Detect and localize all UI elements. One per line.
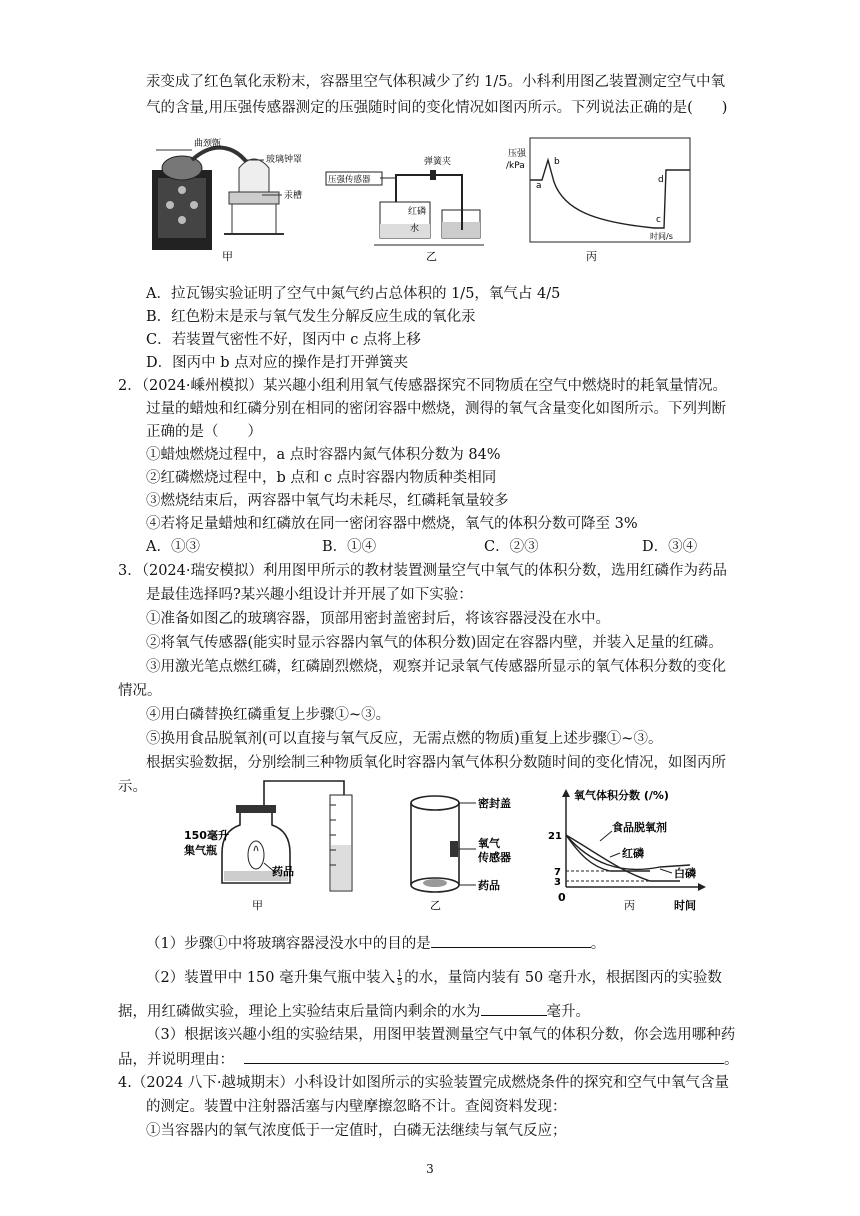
q1-bing-point-a: a bbox=[536, 181, 542, 191]
q1-bing-caption: 丙 bbox=[586, 250, 597, 263]
q1-option-b: B．红色粉末是汞与氧气发生分解反应生成的氧化汞 bbox=[146, 309, 476, 325]
q3-sub2-text-a: （2）装置甲中 150 毫升集气瓶中装入 bbox=[146, 970, 396, 986]
q3-sub3-end: 。 bbox=[724, 1052, 739, 1068]
q3-fig-jia bbox=[184, 781, 352, 912]
q1-jia-label-bell: 玻璃钟罩 bbox=[266, 155, 303, 165]
q3-sub3-line2 bbox=[118, 1049, 739, 1070]
q3-fig-yi bbox=[411, 796, 511, 912]
q3-sub1 bbox=[146, 933, 605, 954]
q1-yi-label-clamp: 弹簧夹 bbox=[424, 157, 452, 167]
q3-fraction-numerator: 1 bbox=[397, 968, 403, 978]
q1-jia-label-retort: 曲颈甑 bbox=[194, 139, 222, 149]
q1-fig-yi bbox=[326, 155, 484, 263]
q1-option-d: D．图丙中 b 点对应的操作是打开弹簧夹 bbox=[146, 355, 409, 371]
q1-jia-caption: 甲 bbox=[222, 250, 233, 263]
q3-sub2-line2 bbox=[118, 1001, 590, 1022]
q3-sub2-text-d: 毫升。 bbox=[546, 1004, 590, 1020]
q3-jia-label-drug: 药品 bbox=[272, 865, 294, 878]
q3-jia-label-150ml: 150毫升 bbox=[184, 829, 229, 842]
q1-bing-point-b: b bbox=[554, 157, 560, 167]
q3-yi-label-cap: 密封盖 bbox=[478, 797, 511, 810]
q3-bing-origin: 0 bbox=[558, 891, 566, 904]
q1-option-a: A．拉瓦锡实验证明了空气中氮气约占总体积的 1/5，氧气占 4/5 bbox=[146, 286, 561, 302]
q3-sub2-text-c: 据，用红磷做实验，理论上实验结束后量筒内剩余的水为 bbox=[118, 1004, 481, 1020]
q3-step-1: ①准备如图乙的玻璃容器，顶部用密封盖密封后，将该容器浸没在水中。 bbox=[146, 611, 610, 627]
q1-text-line2: 气的含量,用压强传感器测定的压强随时间的变化情况如图丙所示。下列说法正确的是( ) bbox=[146, 100, 728, 116]
q3-jia-label-bottle: 集气瓶 bbox=[184, 844, 217, 857]
q1-text-line1: 汞变成了红色氧化汞粉末，容器里空气体积减少了约 1/5。小科利用图乙装置测定空气中氧 bbox=[146, 74, 725, 90]
q1-yi-label-sensor: 压强传感器 bbox=[328, 175, 371, 185]
q3-yi-label-drug: 药品 bbox=[478, 879, 500, 892]
q2-choice-a: A．①③ bbox=[146, 539, 200, 555]
q2-choice-d: D．③④ bbox=[642, 539, 698, 555]
q1-yi-label-phosphorus: 红磷 bbox=[408, 207, 427, 217]
q1-fig-jia bbox=[152, 137, 302, 263]
q3-bing-tick-21: 21 bbox=[548, 831, 562, 842]
q3-summary-line2: 示。 bbox=[118, 779, 147, 795]
q1-bing-ylabel-2: /kPa bbox=[506, 161, 525, 171]
q3-sub2-line1 bbox=[146, 968, 722, 988]
q3-step-4: ④用白磷替换红磷重复上步骤①~③。 bbox=[146, 707, 391, 723]
q3-sub1-answer-blank[interactable] bbox=[431, 933, 591, 948]
q3-summary-line1: 根据实验数据，分别绘制三种物质氧化时容器内氧气体积分数随时间的变化情况，如图丙所 bbox=[146, 755, 726, 771]
q3-sub3-answer-blank[interactable] bbox=[244, 1049, 724, 1064]
q2-text-line1: 2．（2024·嵊州模拟）某兴趣小组利用氧气传感器探究不同物质在空气中燃烧时的耗氧量情况。 bbox=[118, 378, 727, 394]
q3-sub1-end: 。 bbox=[590, 936, 606, 952]
q2-item-2: ②红磷燃烧过程中，b 点和 c 点时容器内物质种类相同 bbox=[146, 470, 497, 486]
q1-figure bbox=[144, 130, 692, 270]
q3-figure bbox=[180, 775, 730, 915]
q3-bing-ylabel: 氧气体积分数 (/%) bbox=[574, 789, 669, 802]
q3-sub3-text-b: 品，并说明理由： bbox=[118, 1052, 234, 1068]
q1-option-c: C．若装置气密性不好，图丙中 c 点将上移 bbox=[146, 332, 421, 348]
q4-text-line1: 4.（2024 八下·越城期末）小科设计如图所示的实验装置完成燃烧条件的探究和空气中氧气含量 bbox=[118, 1075, 729, 1091]
q3-step-5: ⑤换用食品脱氧剂(可以直接与氧气反应，无需点燃的物质)重复上述步骤①~③。 bbox=[146, 731, 663, 747]
q3-step-2: ②将氧气传感器(能实时显示容器内氧气的体积分数)固定在容器内壁，并装入足量的红磷。 bbox=[146, 635, 723, 651]
q1-bing-point-d: d bbox=[658, 175, 664, 185]
q1-fig-bing bbox=[506, 138, 690, 263]
q3-fraction-denominator: 5 bbox=[397, 977, 403, 987]
q3-heading: 3．（2024·瑞安模拟）利用图甲所示的教材装置测量空气中氧气的体积分数，选用红磷作为药品 bbox=[118, 563, 727, 579]
q3-bing-tick-7: 7 bbox=[554, 867, 561, 878]
q1-jia-label-trough: 汞槽 bbox=[284, 191, 303, 201]
q1-bing-point-c: c bbox=[656, 215, 661, 225]
q3-text-line2: 是最佳选择吗?某兴趣小组设计并开展了如下实验： bbox=[146, 587, 473, 603]
q2-item-1: ①蜡烛燃烧过程中，a 点时容器内氮气体积分数为 84% bbox=[146, 447, 501, 463]
q3-yi-label-oxygen: 氧气 bbox=[478, 837, 500, 850]
q3-bing-caption: 丙 bbox=[624, 899, 635, 912]
q2-item-4: ④若将足量蜡烛和红磷放在同一密闭容器中燃烧，氧气的体积分数可降至 3% bbox=[146, 516, 638, 532]
q3-bing-series-red-phosphorus: 红磷 bbox=[622, 847, 644, 860]
q3-yi-caption: 乙 bbox=[430, 899, 441, 912]
q1-yi-caption: 乙 bbox=[426, 250, 437, 263]
q3-sub1-text: （1）步骤①中将玻璃容器浸没水中的目的是 bbox=[146, 936, 431, 952]
q2-item-3: ③燃烧结束后，两容器中氧气均未耗尽，红磷耗氧量较多 bbox=[146, 493, 509, 509]
q3-jia-caption: 甲 bbox=[252, 899, 263, 912]
q3-step-3-cont: 情况。 bbox=[118, 683, 162, 699]
q3-step-3: ③用激光笔点燃红磷，红磷剧烈燃烧，观察并记录氧气传感器所显示的氧气体积分数的变化 bbox=[146, 659, 726, 675]
q1-bing-xlabel: 时间/s bbox=[650, 232, 673, 241]
q4-text-line3: ①当容器内的氧气浓度低于一定值时，白磷无法继续与氧气反应； bbox=[146, 1123, 567, 1139]
q3-sub2-answer-blank[interactable] bbox=[481, 1001, 547, 1016]
q3-sub3-line1: （3）根据该兴趣小组的实验结果，用图甲装置测量空气中氧气的体积分数，你会选用哪种药 bbox=[146, 1027, 736, 1043]
q2-choice-c: C．②③ bbox=[484, 539, 539, 555]
q2-text-line3: 正确的是（ ） bbox=[146, 424, 262, 440]
q3-sub2-text-b: 的水，量筒内装有 50 毫升水，根据图丙的实验数 bbox=[404, 970, 722, 986]
q4-text-line2: 的测定。装置中注射器活塞与内壁摩擦忽略不计。查阅资料发现： bbox=[146, 1099, 567, 1115]
q3-bing-xlabel: 时间 bbox=[674, 899, 696, 912]
q3-bing-series-deoxidizer: 食品脱氧剂 bbox=[612, 821, 667, 834]
q1-yi-label-water: 水 bbox=[410, 224, 420, 234]
q3-fig-bing bbox=[548, 788, 706, 912]
q3-sub2-fraction bbox=[397, 970, 402, 987]
q3-yi-label-sensor: 传感器 bbox=[478, 851, 511, 864]
q3-bing-series-white-phosphorus: 白磷 bbox=[674, 867, 696, 880]
q2-choice-b: B．①④ bbox=[322, 539, 377, 555]
page-number: 3 bbox=[426, 1162, 434, 1176]
q3-bing-tick-3: 3 bbox=[554, 877, 561, 888]
q2-text-line2: 过量的蜡烛和红磷分别在相同的密闭容器中燃烧，测得的氧气含量变化如图所示。下列判断 bbox=[146, 401, 726, 417]
q1-bing-ylabel-1: 压强 bbox=[508, 149, 527, 159]
